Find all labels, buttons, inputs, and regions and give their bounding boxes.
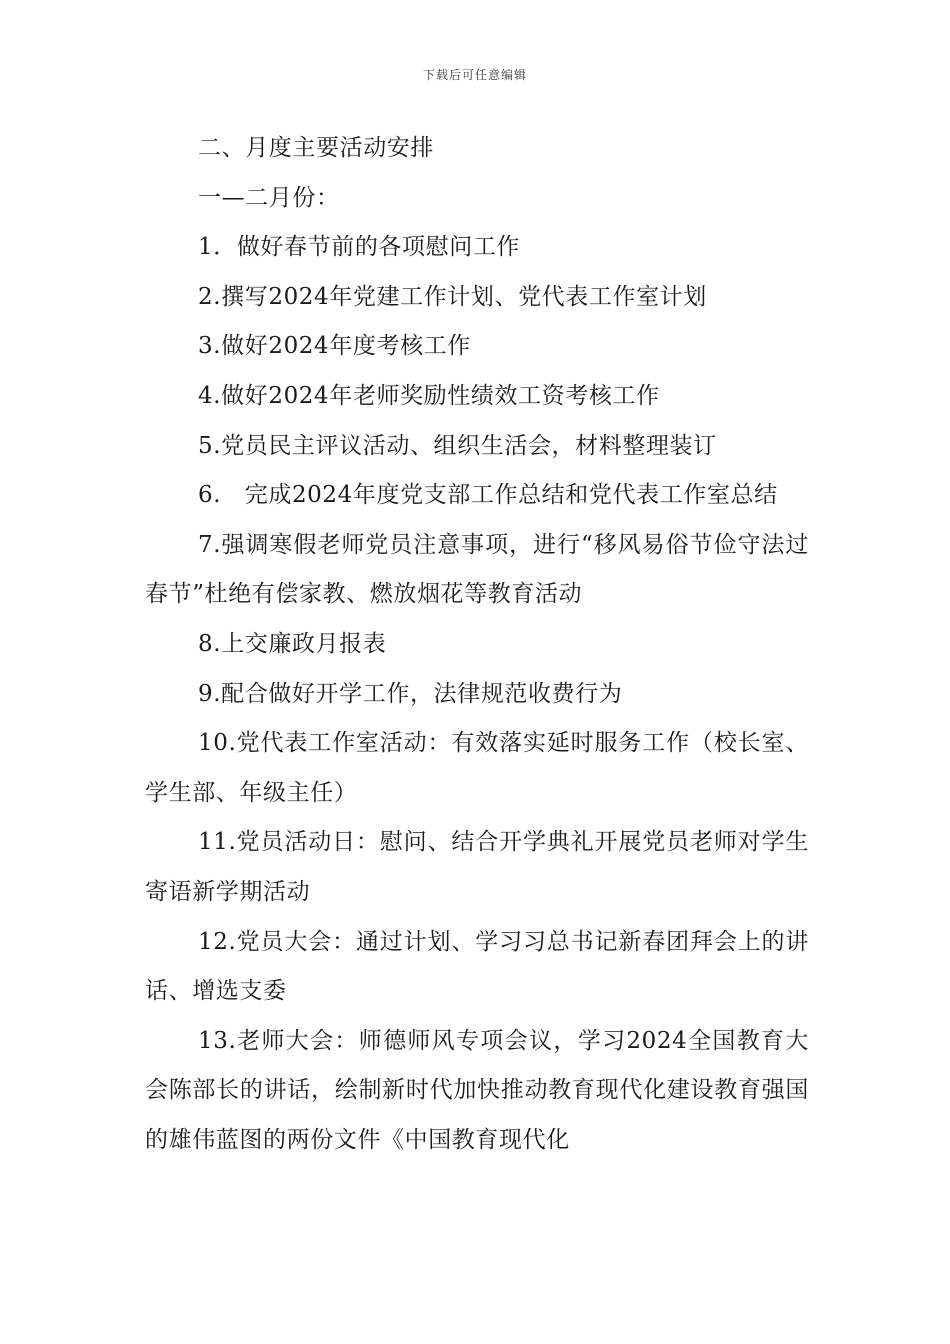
list-item: 9.配合做好开学工作，法律规范收费行为 (198, 680, 623, 707)
list-item: 8.上交廉政月报表 (198, 630, 387, 657)
list-item: 4.做好2024年老师奖励性绩效工资考核工作 (198, 382, 660, 409)
list-item: 5.党员民主评议活动、组织生活会，材料整理装订 (198, 432, 717, 459)
list-item: 11.党员活动日：慰问、结合开学典礼开展党员老师对学生寄语新学期活动 (145, 829, 809, 905)
month-heading: 一—二月份： (198, 184, 340, 211)
list-item: 12.党员大会：通过计划、学习习总书记新春团拜会上的讲话、增选支委 (145, 928, 809, 1005)
list-item: 1．做好春节前的各项慰问工作 (198, 234, 521, 261)
document-body (145, 124, 809, 1165)
list-item: 7.强调寒假老师党员注意事项，进行“移风易俗节俭守法过春节”杜绝有偿家教、燃放烟花等教育活动 (145, 531, 809, 608)
section-heading: 二、月度主要活动安排 (198, 135, 434, 161)
download-note: 下载后可任意编辑 (422, 68, 527, 82)
list-item: 3.做好2024年度考核工作 (198, 333, 471, 360)
list-item: 2.撰写2024年党建工作计划、党代表工作室计划 (198, 283, 707, 310)
list-item: 13.老师大会：师德师风专项会议，学习2024全国教育大会陈部长的讲话，绘制新时代加快推动教育现代化建设教育强国的雄伟蓝图的两份文件《中国教育现代化 (145, 1027, 809, 1153)
list-item: 6. 完成2024年度党支部工作总结和党代表工作室总结 (198, 482, 778, 509)
list-item: 10.党代表工作室活动：有效落实延时服务工作（校长室、学生部、年级主任） (145, 730, 809, 806)
